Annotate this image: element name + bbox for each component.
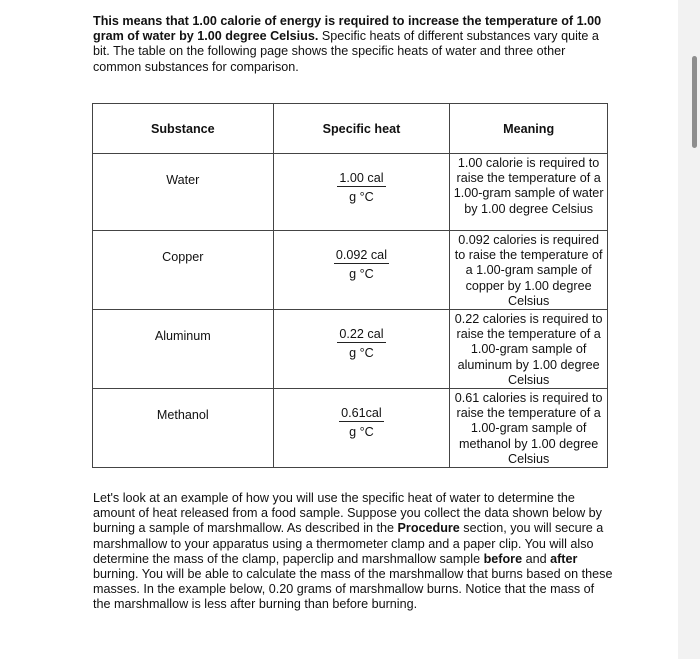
example-paragraph <box>93 491 613 613</box>
intro-paragraph <box>93 14 613 75</box>
specific-heat-fraction <box>337 171 385 204</box>
meaning-cell: 0.61 calories is required to raise the temperature of a 1.00-gram sample of methanol by 1.00 degree Celsius <box>454 391 603 466</box>
example-text-1: Let's look at an example of how you will use the specific heat of water to determine the amount of heat released from a food sample. Suppose you collect the data shown below by burning a sample of marshmallow. As described in the <box>93 491 602 536</box>
table-row <box>93 154 608 231</box>
meaning-cell: 0.092 calories is required to raise the temperature of a 1.00-gram sample of copper by 1.00 degree Celsius <box>454 233 603 308</box>
meaning-cell: 0.22 calories is required to raise the temperature of a 1.00-gram sample of aluminum by 1.00 degree Celsius <box>454 312 603 387</box>
specific-heat-table <box>92 103 608 468</box>
fraction-numerator: 0.61cal <box>341 406 382 421</box>
before-bold: before <box>483 551 523 566</box>
specific-heat-fraction <box>339 406 384 439</box>
fraction-numerator: 0.092 cal <box>335 248 387 262</box>
example-text-2: section, you will secure a marshmallow to your apparatus using a thermometer clamp and a paper clip. You will also determine the mass of the clamp, paperclip and marshmallow sample <box>93 521 604 566</box>
example-text-3: burning. You will be able to calculate the mass of the marshmallow that burns based on these masses. In the example below, 0.20 grams of marshmallow burns. Notice that the mass of the marshmallow is less after burning than before burning. <box>93 567 613 612</box>
fraction-denominator: g °C <box>349 425 374 440</box>
example-text-and: and <box>522 551 551 566</box>
header-meaning: Meaning <box>450 104 608 154</box>
table-row <box>93 389 608 468</box>
table-row <box>93 231 608 310</box>
intro-bold-text: This means that 1.00 calorie of energy is required to increase the temperature of 1.00 gram of water by 1.00 degree Celsius. <box>93 14 602 44</box>
specific-heat-fraction <box>334 248 389 281</box>
specific-heat-fraction <box>337 327 385 360</box>
table-row <box>93 310 608 389</box>
fraction-numerator: 1.00 cal <box>339 171 384 185</box>
fraction-denominator: g °C <box>349 267 374 281</box>
substance-cell: Methanol <box>156 408 209 423</box>
header-specific-heat: Specific heat <box>273 104 450 154</box>
header-substance: Substance <box>93 104 274 154</box>
procedure-bold: Procedure <box>397 521 460 536</box>
substance-cell: Water <box>166 173 200 187</box>
substance-cell: Aluminum <box>154 329 211 344</box>
table-header-row <box>93 104 608 154</box>
vertical-scrollbar[interactable] <box>692 56 697 148</box>
fraction-denominator: g °C <box>349 346 374 361</box>
substance-cell: Copper <box>162 250 204 264</box>
meaning-cell: 1.00 calorie is required to raise the temperature of a 1.00-gram sample of water by 1.00 degree Celsius <box>453 156 604 216</box>
intro-text: Specific heats of different substances vary quite a bit. The table on the following page shows the specific heats of water and three other common substances for comparison. <box>93 29 599 74</box>
fraction-denominator: g °C <box>349 190 374 204</box>
fraction-numerator: 0.22 cal <box>339 327 384 342</box>
after-bold: after <box>550 551 578 566</box>
